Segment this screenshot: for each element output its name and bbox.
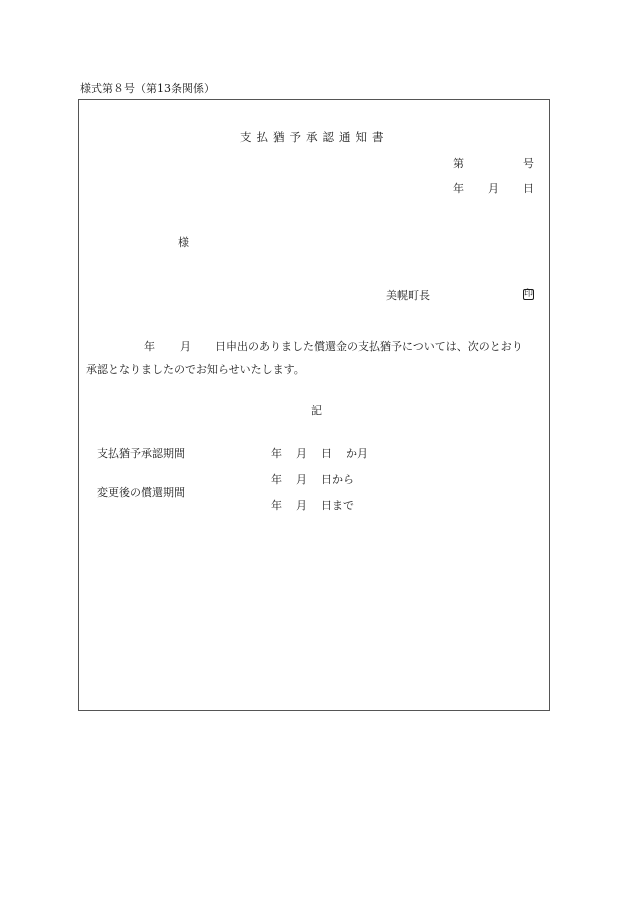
body-text-line-1: [86, 341, 523, 352]
date-month: 月: [488, 182, 499, 195]
number-prefix: 第: [453, 157, 464, 170]
period-year: 年: [271, 447, 282, 460]
issuer-title: 美幌町長: [386, 289, 430, 302]
document-title: 支払猶予承認通知書: [240, 130, 389, 144]
number-suffix: 号: [523, 157, 534, 170]
period-month: 月: [296, 447, 307, 460]
period-label: 支払猶予承認期間: [97, 447, 185, 460]
seal-mark: 印: [524, 289, 534, 299]
to-day: 日まで: [321, 499, 354, 512]
from-day: 日から: [321, 473, 354, 486]
recipient-honorific: 様: [178, 236, 189, 249]
date-day: 日: [523, 182, 534, 195]
repayment-from-value: [271, 474, 354, 485]
body-line1-text: 日申出のありました償還金の支払猶予については、次のとおり: [215, 340, 523, 353]
repayment-period-label: 変更後の償還期間: [97, 486, 185, 499]
body-text-line-2: 承認となりましたのでお知らせいたします。: [86, 363, 305, 376]
from-year: 年: [271, 473, 282, 486]
period-unit: か月: [346, 447, 368, 460]
body-year: 年: [144, 340, 155, 353]
period-value: [271, 448, 368, 459]
to-month: 月: [296, 499, 307, 512]
repayment-to-value: [271, 500, 354, 511]
period-day: 日: [321, 447, 332, 460]
to-year: 年: [271, 499, 282, 512]
body-month: 月: [180, 340, 191, 353]
date-year: 年: [453, 182, 464, 195]
form-number-label: 様式第８号（第13条関係）: [80, 82, 215, 95]
ki-heading: 記: [311, 404, 322, 417]
from-month: 月: [296, 473, 307, 486]
